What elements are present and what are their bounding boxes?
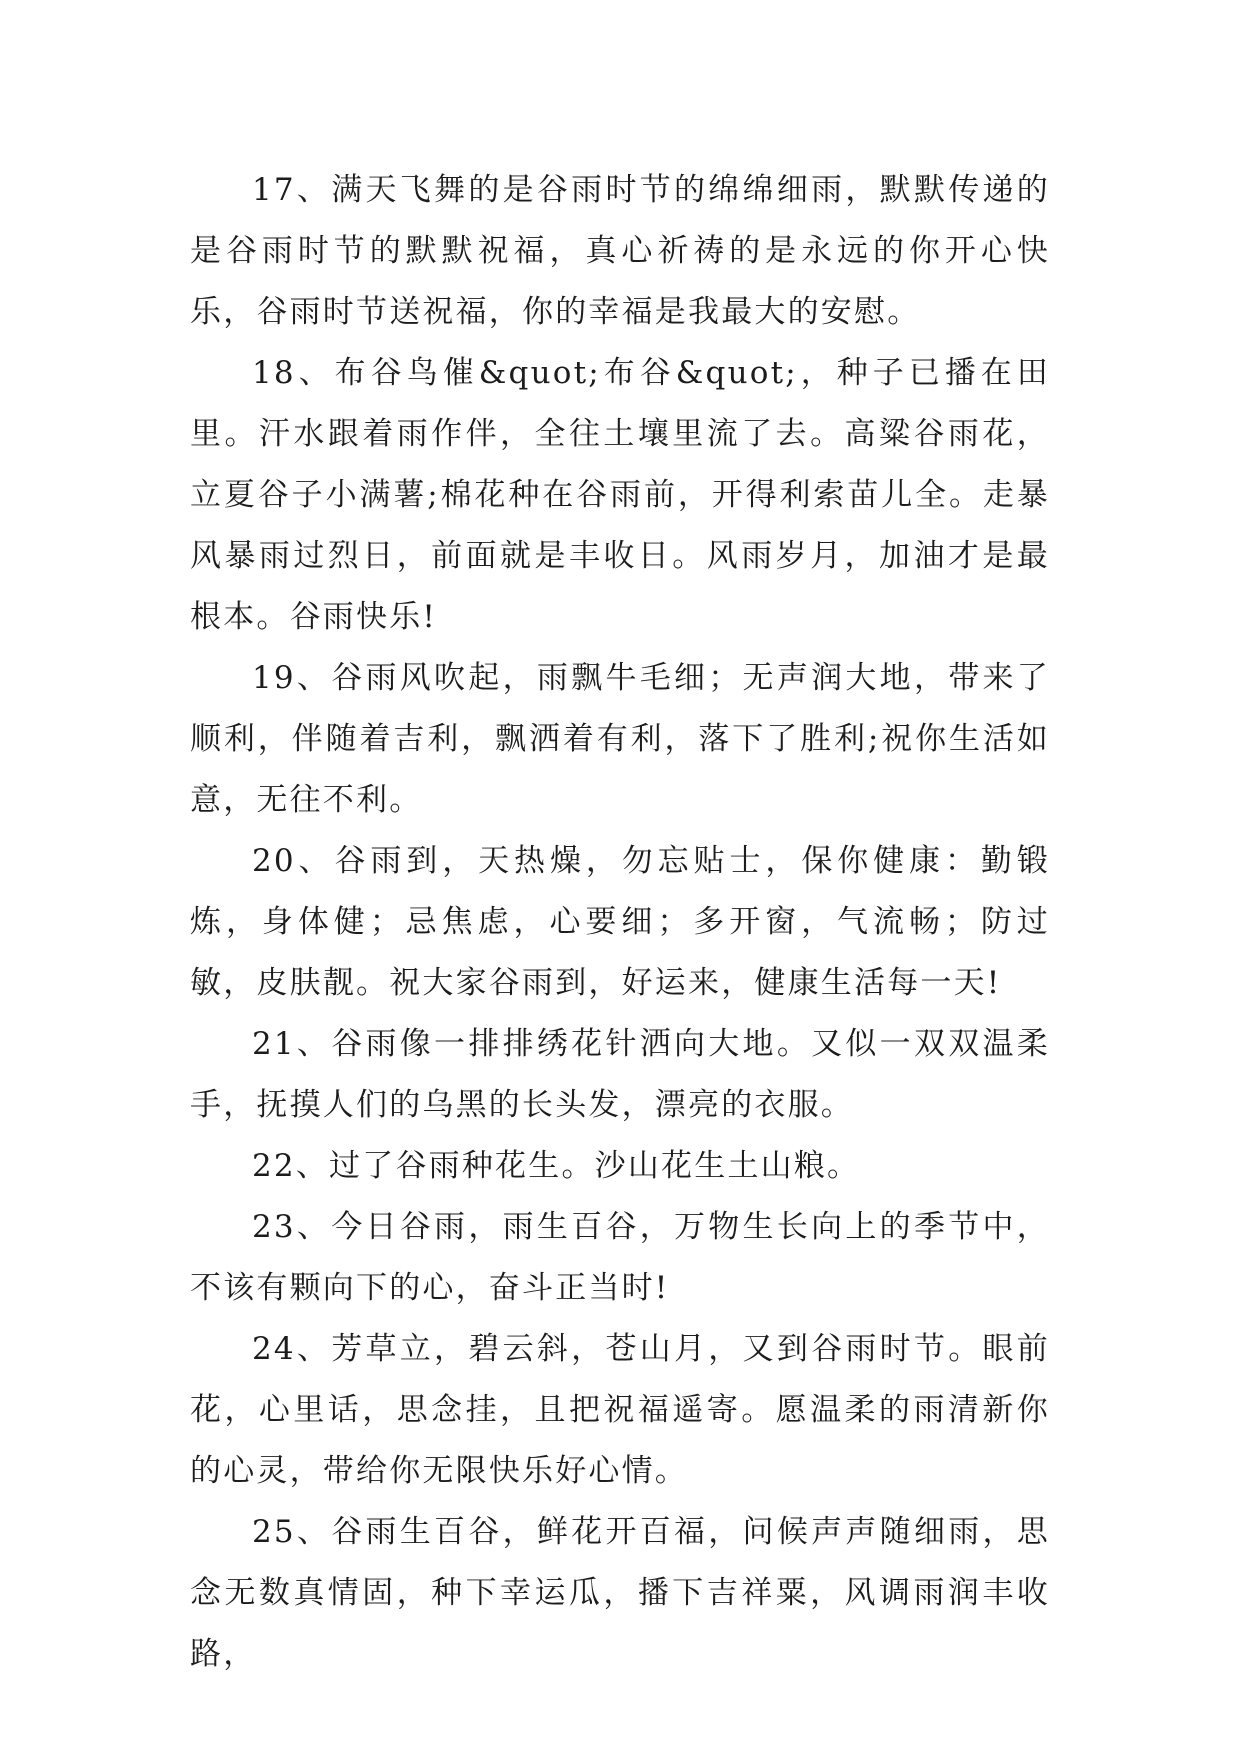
paragraph-20: 20、谷雨到，天热燥，勿忘贴士，保你健康：勤锻炼，身体健；忌焦虑，心要细；多开窗，气流畅；防过敏，皮肤靓。祝大家谷雨到，好运来，健康生活每一天! — [190, 843, 1050, 1001]
paragraph-22: 22、过了谷雨种花生。沙山花生土山粮。 — [252, 1148, 861, 1184]
paragraph-21: 21、谷雨像一排排绣花针洒向大地。又似一双双温柔手，抚摸人们的乌黑的长头发，漂亮的衣服。 — [190, 1026, 1050, 1123]
paragraph-25: 25、谷雨生百谷，鲜花开百福，问候声声随细雨，思念无数真情固，种下幸运瓜，播下吉祥粟，风调雨润丰收路， — [190, 1514, 1050, 1672]
paragraph-17: 17、满天飞舞的是谷雨时节的绵绵细雨，默默传递的是谷雨时节的默默祝福，真心祈祷的是永远的你开心快乐，谷雨时节送祝福，你的幸福是我最大的安慰。 — [190, 172, 1050, 330]
paragraph-23: 23、今日谷雨，雨生百谷，万物生长向上的季节中，不该有颗向下的心，奋斗正当时! — [190, 1209, 1050, 1306]
paragraph-19: 19、谷雨风吹起，雨飘牛毛细；无声润大地，带来了顺利，伴随着吉利，飘洒着有利，落下了胜利;祝你生活如意，无往不利。 — [190, 660, 1050, 818]
paragraph-18: 18、布谷鸟催&quot;布谷&quot;，种子已播在田里。汗水跟着雨作伴，全往土壤里流了去。高粱谷雨花，立夏谷子小满薯;棉花种在谷雨前，开得利索苗儿全。走暴风暴雨过烈日，前面就是丰收日。风雨岁月，加油才是最根本。谷雨快乐! — [190, 355, 1050, 635]
document-body — [190, 160, 1050, 1685]
paragraph-24: 24、芳草立，碧云斜，苍山月，又到谷雨时节。眼前花，心里话，思念挂，且把祝福遥寄。愿温柔的雨清新你的心灵，带给你无限快乐好心情。 — [190, 1331, 1050, 1489]
